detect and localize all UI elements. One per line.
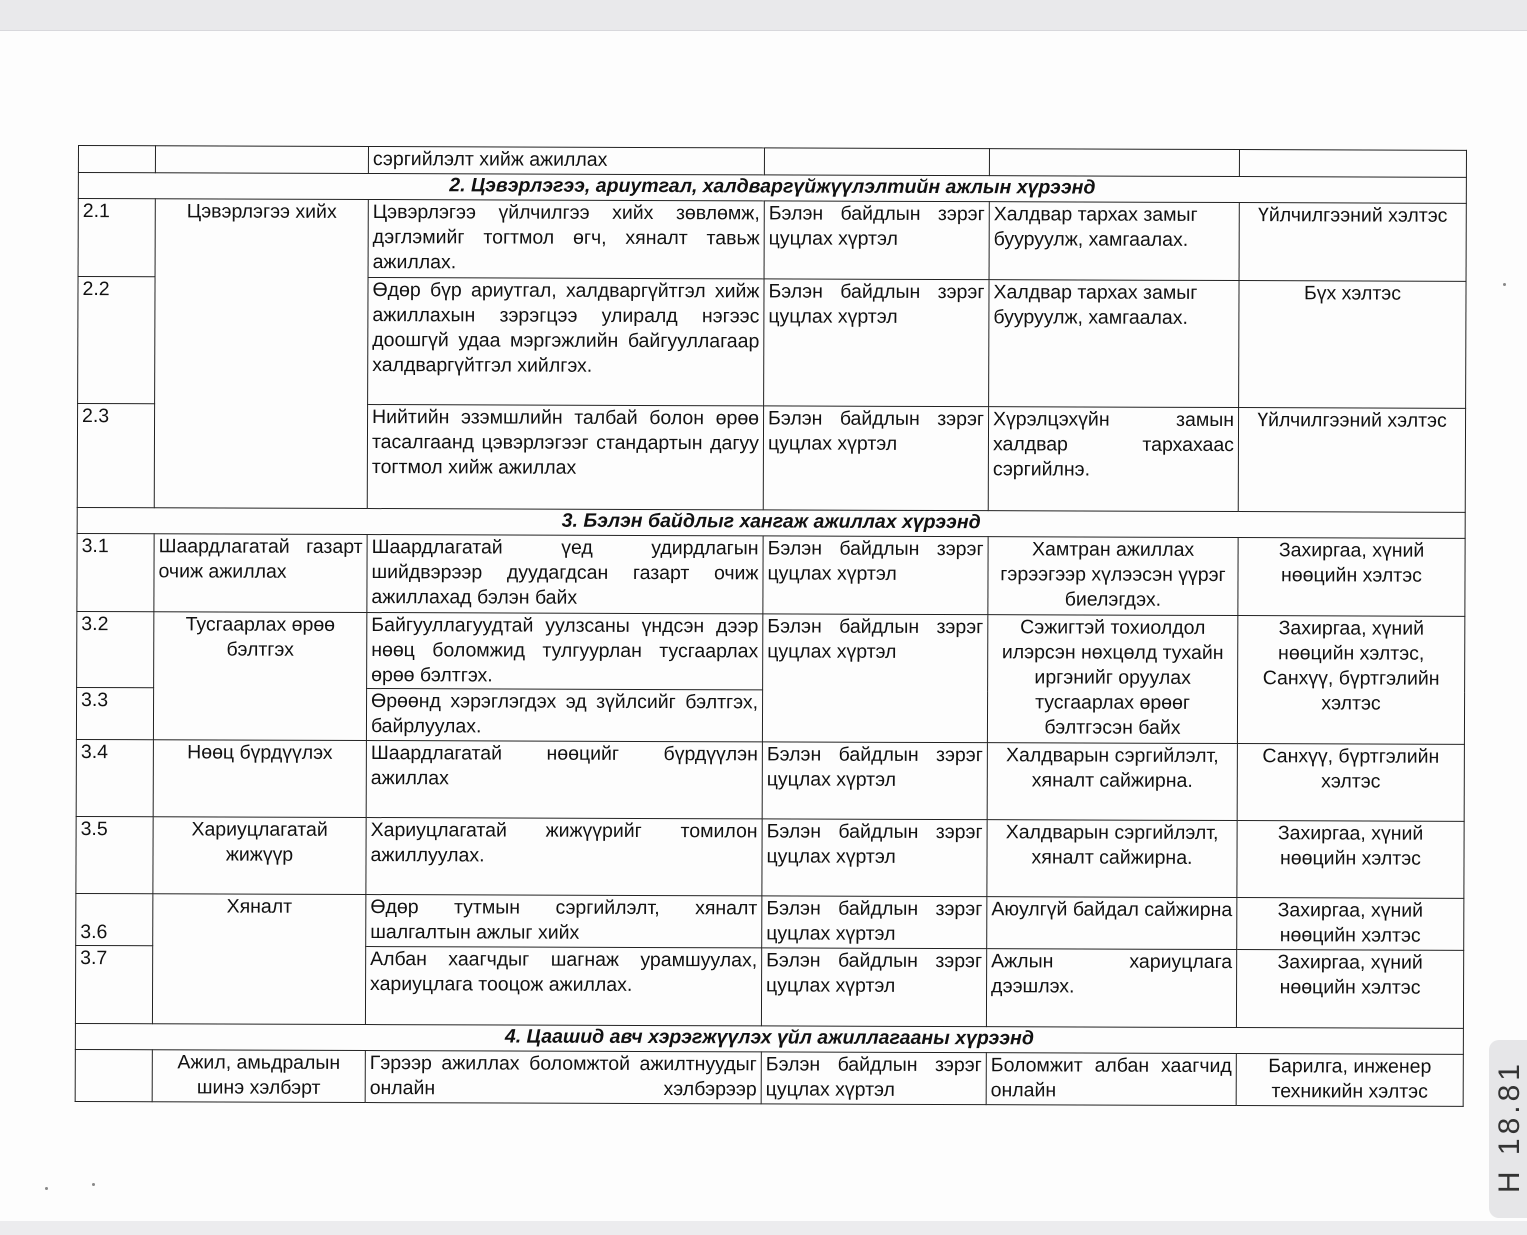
responsible-cell: Үйлчилгээний хэлтэс	[1238, 408, 1465, 513]
table-row	[77, 533, 1465, 616]
section-heading: 3. Бэлэн байдлыг хангаж ажиллах хүрээнд	[77, 507, 1465, 538]
level-cell: Бэлэн байдлын зэрэг цуцлах хүртэл	[763, 406, 988, 511]
area-cell: Хариуцлагатай жижүүр	[153, 817, 366, 895]
result-cell: Хамтран ажиллах гэрээгээр хүлээсэн үүрэг биелэгдэх.	[988, 537, 1238, 616]
table-row	[75, 1049, 1463, 1106]
responsible-cell: Захиргаа, хүний нөөцийн хэлтэс	[1237, 898, 1464, 951]
row-number	[75, 1049, 152, 1101]
side-tab[interactable]	[1489, 1040, 1527, 1218]
responsible-cell: Захиргаа, хүний нөөцийн хэлтэс	[1238, 538, 1465, 617]
result-cell: Халдвар тархах замыг бууруулж, хамгаалах.	[989, 202, 1239, 281]
row-number: 3.6	[76, 893, 153, 945]
responsible-cell: Бүх хэлтэс	[1239, 281, 1466, 409]
task-cell: Өдөр тутмын сэргийлэлт, хяналт шалгалтын ажлыг хийх	[366, 895, 762, 948]
row-number: 3.1	[77, 533, 154, 611]
task-cell: Шаардлагатай нөөцийг бүрдүүлэн ажиллах	[366, 741, 762, 819]
task-cell: Нийтийн эзэмшлийн талбай болон өрөө тасалгаанд цэвэрлэгээг стандартын дагуу тогтмол хийж ажиллах	[367, 405, 763, 510]
result-cell: Боломжит албан хаагчид онлайн	[986, 1053, 1236, 1106]
task-cell: Цэвэрлэгээ үйлчилгээ хийх зөвлөмж, дэглэмийг тогтмол өгч, хяналт тавьж ажиллах.	[368, 200, 764, 279]
responsible-cell: Санхүү, бүртгэлийн хэлтэс	[1237, 744, 1464, 822]
result-cell: Ажлын хариуцлага дээшлэх.	[986, 949, 1236, 1028]
section-heading: 4. Цаашид авч хэрэгжүүлэх үйл ажиллагааны хүрээнд	[75, 1023, 1463, 1054]
bottom-bar	[0, 1221, 1527, 1235]
task-cell: Өрөөнд хэрэглэгдэх эд зүйлсийг бэлтгэх, байрлуулах.	[366, 689, 762, 742]
table-row	[76, 893, 1464, 950]
responsible-cell: Үйлчилгээний хэлтэс	[1239, 203, 1466, 282]
responsible-cell: Захиргаа, хүний нөөцийн хэлтэс, Санхүү, бүртгэлийн хэлтэс	[1237, 616, 1464, 745]
task-cell: сэргийлэлт хийж ажиллах	[368, 147, 764, 175]
responsible-cell: Захиргаа, хүний нөөцийн хэлтэс	[1237, 821, 1464, 899]
level-cell: Бэлэн байдлын зэрэг цуцлах хүртэл	[763, 536, 988, 615]
result-cell: Хүрэлцэхүйн замын халдвар тархахаас сэргийлнэ.	[988, 407, 1238, 512]
task-cell: Байгууллагуудтай уулзсаны үндсэн дээр нөөц боломжид тулгуурлан тусгаарлах өрөө бэлтгэх.	[367, 613, 763, 690]
task-cell: Шаардлагатай үед удирдлагын шийдвэрээр дуудагдсан газарт очиж ажиллахад бэлэн байх	[367, 535, 763, 614]
table-row	[77, 611, 1465, 692]
row-number: 3.5	[76, 816, 153, 893]
row-number: 3.7	[75, 945, 152, 1023]
scan-speck	[1503, 283, 1506, 286]
area-cell: Хяналт	[152, 894, 365, 1025]
responsible-cell: Захиргаа, хүний нөөцийн хэлтэс	[1236, 950, 1463, 1029]
result-cell: Халдварын сэргийлэлт, хяналт сайжирна.	[987, 743, 1237, 821]
area-cell: Тусгаарлах өрөө бэлтгэх	[153, 612, 366, 741]
level-cell: Бэлэн байдлын зэрэг цуцлах хүртэл	[761, 948, 986, 1027]
scan-speck	[92, 1183, 95, 1186]
level-cell: Бэлэн байдлын зэрэг цуцлах хүртэл	[764, 279, 989, 407]
row-number: 3.3	[76, 687, 153, 739]
top-bar	[0, 0, 1527, 31]
scan-speck	[45, 1187, 48, 1190]
result-cell: Халдвар тархах замыг бууруулж, хамгаалах.	[989, 280, 1239, 408]
row-number: 3.2	[77, 611, 154, 687]
area-cell: Шаардлагатай газарт очиж ажиллах	[154, 534, 367, 613]
result-cell: Сэжигтэй тохиолдол илэрсэн нөхцөлд тухайн иргэнийг оруулах тусгаарлах өрөөг бэлтгэсэн байх	[987, 615, 1237, 744]
row-number: 2.2	[78, 277, 155, 404]
section-heading: 2. Цэвэрлэгээ, ариутгал, халдваргүйжүүлэлтийн ажлын хүрээнд	[78, 173, 1466, 204]
result-cell: Халдварын сэргийлэлт, хяналт сайжирна.	[987, 820, 1237, 898]
task-cell: Албан хаагчдыг шагнаж урамшуулах, хариуцлага тооцож ажиллах.	[365, 947, 761, 1026]
row-number: 2.3	[77, 404, 154, 508]
level-cell: Бэлэн байдлын зэрэг цуцлах хүртэл	[762, 742, 987, 820]
area-cell: Нөөц бүрдүүлэх	[153, 740, 366, 818]
level-cell: Бэлэн байдлын зэрэг цуцлах хүртэл	[762, 614, 987, 743]
level-cell: Бэлэн байдлын зэрэг цуцлах хүртэл	[762, 896, 987, 949]
table-row	[76, 739, 1464, 821]
responsible-cell: Барилга, инженер техникийн хэлтэс	[1236, 1054, 1463, 1107]
task-cell: Хариуцлагатай жижүүрийг томилон ажиллуулах.	[366, 818, 762, 896]
area-cell: Ажил, амьдралын шинэ хэлбэрт	[152, 1050, 365, 1103]
table-row	[78, 199, 1466, 282]
row-number: 2.1	[78, 199, 155, 277]
task-cell: Гэрээр ажиллах боломжтой ажилтнуудыг онлайн хэлбэрээр	[365, 1051, 761, 1104]
result-cell: Аюулгүй байдал сайжирна	[987, 897, 1237, 950]
task-cell: Өдөр бүр ариутгал, халдваргүйтгэл хийж ажиллахын зэрэгцээ улиралд нэгээс доошгүй удаа мэргэжлийн байгууллагаар халдваргүйтгэл хийлгэх.	[368, 278, 764, 406]
level-cell: Бэлэн байдлын зэрэг цуцлах хүртэл	[762, 819, 987, 897]
side-tab-text: H 18.81	[1493, 1060, 1526, 1194]
area-cell: Цэвэрлэгээ хийх	[154, 199, 368, 509]
level-cell: Бэлэн байдлын зэрэг цуцлах хүртэл	[764, 201, 989, 280]
row-number: 3.4	[76, 739, 153, 816]
action-plan-table	[75, 145, 1467, 1107]
level-cell: Бэлэн байдлын зэрэг цуцлах хүртэл	[761, 1052, 986, 1105]
table-row	[76, 816, 1464, 898]
